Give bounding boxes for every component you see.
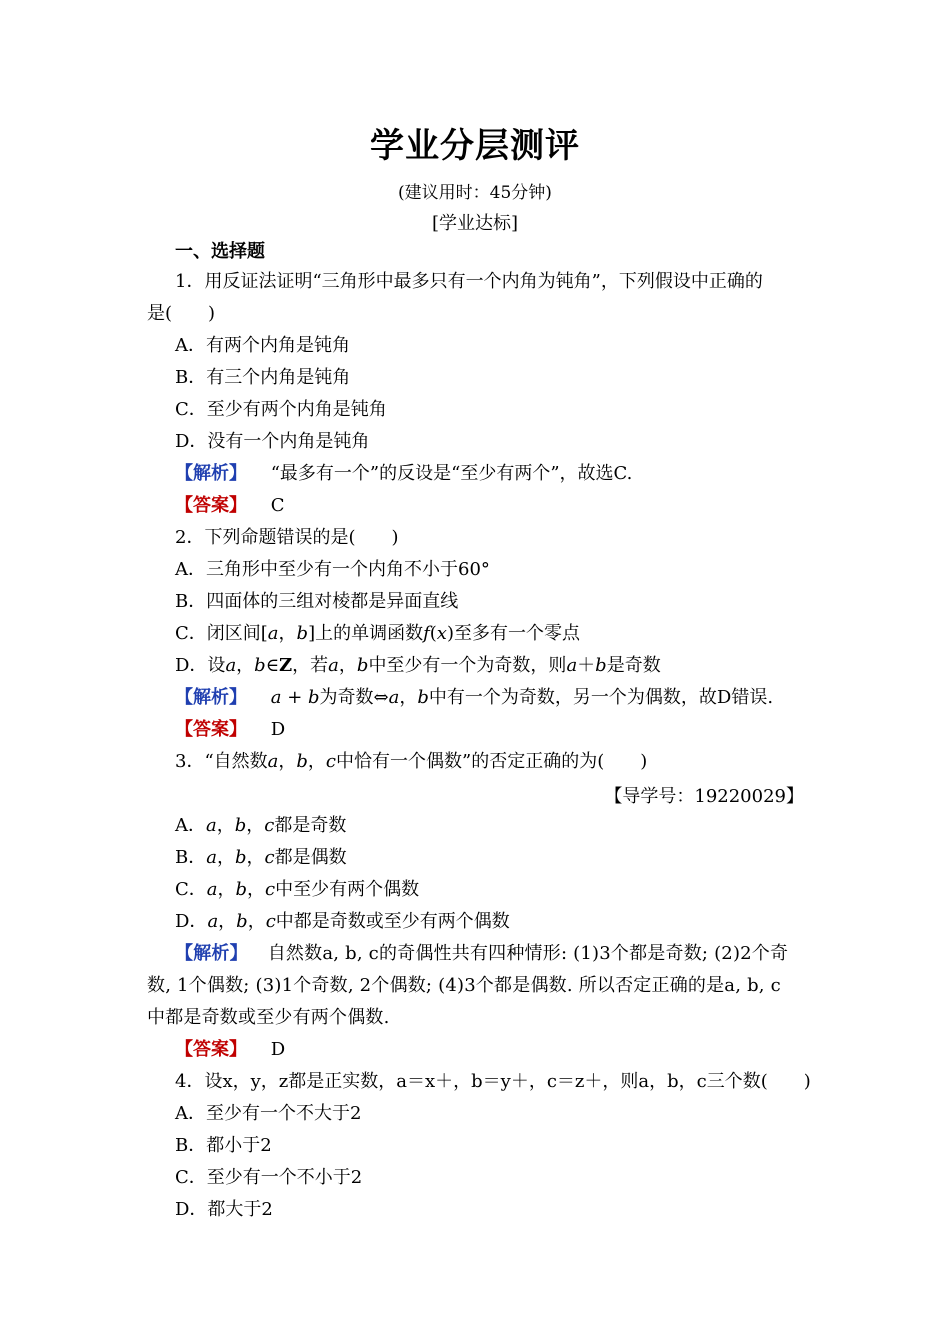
q2-an-var-a: a [270,687,282,708]
q2-c-paren: ( [429,623,437,644]
q3-stem-var-c: c [325,751,337,772]
q3-option-b [175,846,347,870]
q3-option-d [175,910,510,934]
q3-guide-number: 【导学号：19220029】 [604,786,804,807]
q3-c-sep2: ， [247,879,266,900]
q2-d-var-b: b [254,655,266,676]
q3-answer-tag: 【答案】 [175,1039,247,1060]
q2-analysis-text [271,687,773,708]
q2-d-plus: ＋ [577,655,596,676]
q3-a-sep2: ， [246,815,265,836]
q1-answer-tag: 【答案】 [175,495,247,516]
time-note: (建议用时：45分钟) [398,183,552,203]
q3-b-sep: ， [216,847,235,868]
q3-a-sep: ， [216,815,235,836]
q3-answer-value: D [270,1039,286,1060]
q3-c-var-c: c [265,879,276,900]
q3-c-text: 中至少有两个偶数 [275,879,420,900]
q2-c-var-x: x [436,623,447,644]
q3-stem-sep1: ， [278,751,297,772]
q3-a-label: A． [175,815,206,836]
q1-answer-value: C [270,495,285,516]
q2-d-text4: 是奇数 [606,655,661,676]
q2-option-c [175,622,580,646]
q2-d-var-b2: b [356,655,369,676]
q3-d-var-b: b [236,911,248,932]
q2-an-text: 为奇数⇔ [319,687,389,708]
q2-d-var-a3: a [566,655,578,676]
q3-b-var-a: a [206,847,217,868]
q3-c-var-a: a [206,879,218,900]
q1-option-b: B．有三个内角是钝角 [175,367,351,388]
q3-stem [175,750,647,774]
q2-analysis [175,686,773,710]
q2-d-sep: ， [236,655,255,676]
q2-c-sep: ， [278,623,297,644]
q2-c-text2: ]上的单调函数 [308,623,424,644]
q2-option-d [175,654,661,678]
q3-stem-sep2: ， [307,751,326,772]
q3-d-sep2: ， [247,911,266,932]
q3-d-label: D． [175,911,208,932]
q4-option-a: A．至少有一个不大于2 [175,1103,362,1124]
q3-d-var-c: c [265,911,276,932]
q3-stem-var-a: a [267,751,279,772]
q4-stem: 4．设x，y，z都是正实数，a＝x＋，b＝y＋，c＝z＋，则a，b，c三个数( ) [175,1071,811,1092]
q2-d-var-a: a [225,655,237,676]
q2-option-b: B．四面体的三组对棱都是异面直线 [175,591,459,612]
q2-c-var-a: a [267,623,279,644]
q2-d-in: ∈ [265,655,280,676]
q3-a-var-b: b [234,815,247,836]
q4-option-b: B．都小于2 [175,1135,272,1156]
q2-c-var-b: b [296,623,309,644]
q1-analysis-text: “最多有一个”的反设是“至少有两个”，故选C. [270,463,633,484]
q3-stem-var-b: b [296,751,308,772]
q3-b-sep2: ， [246,847,265,868]
q2-c-func: f [423,623,430,644]
q2-d-set-z: Z [279,655,293,676]
section-heading: 一、选择题 [175,241,265,262]
q2-analysis-tag: 【解析】 [175,687,247,708]
q1-analysis [175,462,632,486]
q2-d-var-b3: b [595,655,607,676]
q4-option-c: C．至少有一个不小于2 [175,1167,363,1188]
q1-stem-line1: 1．用反证法证明“三角形中最多只有一个内角为钝角”，下列假设中正确的 [175,271,763,292]
q1-stem-line2: 是( ) [147,303,216,324]
q3-a-var-c: c [264,815,275,836]
q2-stem: 2．下列命题错误的是( ) [175,527,399,548]
q3-b-label: B． [175,847,207,868]
q2-an-var-b2: b [417,687,429,708]
q3-stem-text2: 中恰有一个偶数”的否定正确的为( ) [336,751,648,772]
q3-option-c [175,878,419,902]
q4-option-d: D．都大于2 [175,1199,273,1220]
q3-analysis-line1 [175,942,788,966]
q3-c-sep: ， [217,879,236,900]
q3-b-text: 都是偶数 [274,847,347,868]
q3-d-sep: ， [218,911,237,932]
page-title: 学业分层测评 [370,126,580,166]
q3-c-var-b: b [235,879,248,900]
level-heading: [学业达标] [431,213,519,234]
q2-d-var-a2: a [328,655,339,676]
q3-analysis-tag: 【解析】 [175,943,248,964]
q2-an-sep: ， [399,687,418,708]
q3-a-text: 都是奇数 [274,815,347,836]
q3-a-var-a: a [206,815,217,836]
q3-b-var-c: c [264,847,275,868]
q3-c-label: C． [175,879,207,900]
q2-answer [175,718,285,742]
q1-option-a: A．有两个内角是钝角 [175,335,350,356]
q2-c-text: C．闭区间[ [175,623,268,644]
q3-analysis-line3: 中都是奇数或至少有两个偶数. [147,1007,390,1028]
q3-option-a [175,814,346,838]
q2-an-var-a2: a [388,687,400,708]
q2-d-text3: 中至少有一个为奇数，则 [368,655,567,676]
q2-d-text: D．设 [175,655,226,676]
q3-analysis-line2: 数, 1个偶数; (3)1个奇数, 2个偶数; (4)3个都是偶数. 所以否定正确的是a, b, c [147,975,781,996]
q2-c-text3: )至多有一个零点 [446,623,580,644]
q3-b-var-b: b [234,847,247,868]
q1-analysis-tag: 【解析】 [175,463,247,484]
q3-d-var-a: a [207,911,219,932]
q2-option-a: A．三角形中至少有一个内角不小于60° [175,559,490,580]
q3-analysis-text1: 自然数a, b, c的奇偶性共有四种情形: (1)3个都是奇数; (2)2个奇 [267,943,789,964]
q2-an-var-b: b [308,687,320,708]
q3-stem-text: 3．“自然数 [175,751,268,772]
q2-d-sep2: ， [338,655,357,676]
q2-answer-value: D [270,719,286,740]
q3-d-text: 中都是奇数或至少有两个偶数 [275,911,510,932]
q1-option-d: D．没有一个内角是钝角 [175,431,370,452]
q2-an-text2: 中有一个为奇数，另一个为偶数，故D错误. [428,687,774,708]
q2-an-plus: + [281,687,308,708]
q2-answer-tag: 【答案】 [175,719,247,740]
q1-option-c: C．至少有两个内角是钝角 [175,399,387,420]
q2-d-text2: ，若 [292,655,329,676]
q1-answer [175,494,285,518]
q3-answer [175,1038,285,1062]
